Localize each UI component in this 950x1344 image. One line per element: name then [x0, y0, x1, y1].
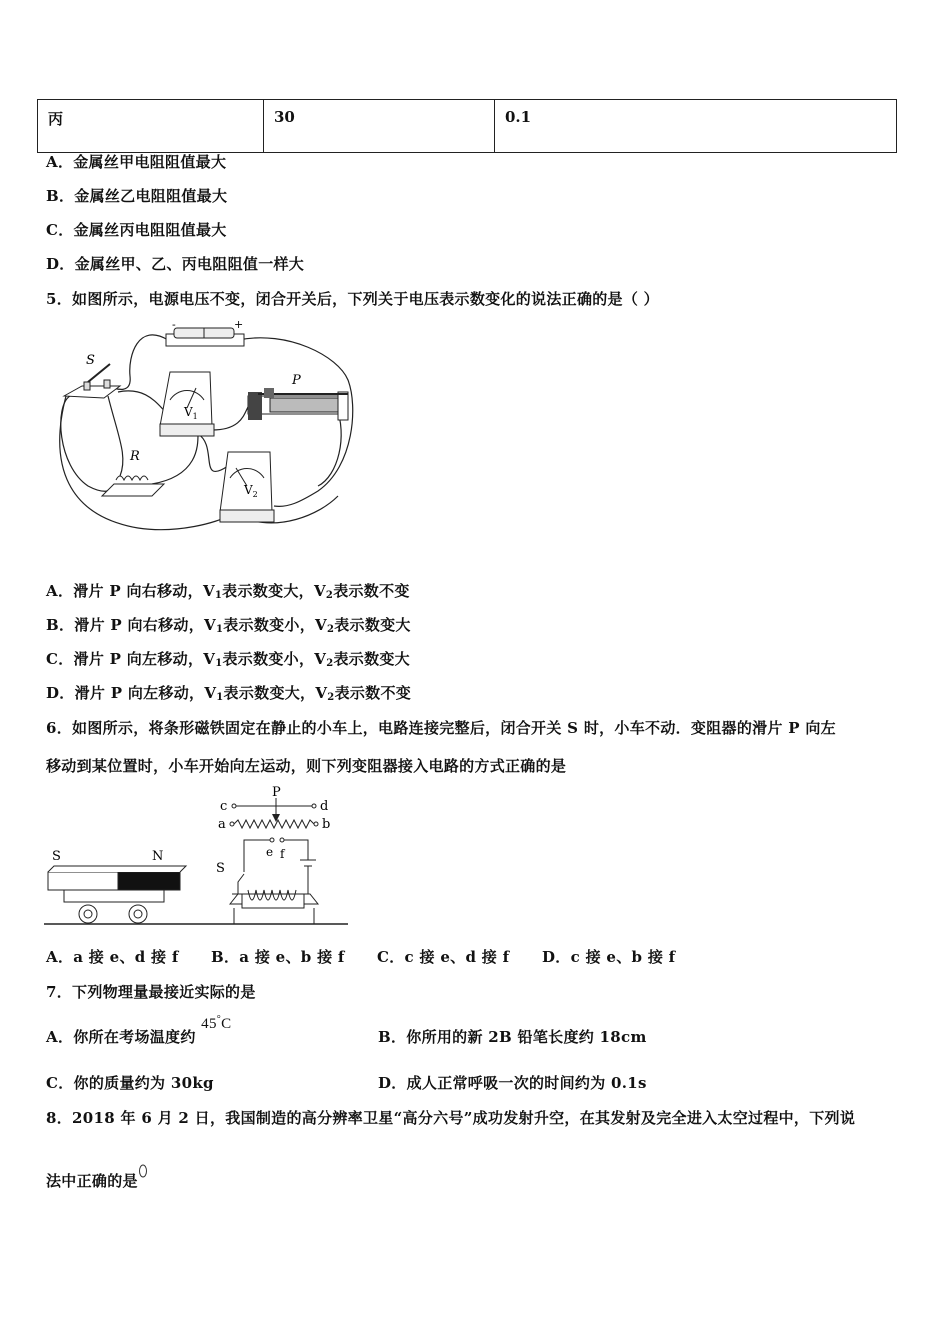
- voltmeter-v1-icon: [160, 372, 214, 436]
- q5-option-b: B．滑片 P 向右移动，$V_1$表示数变小，$V_2$表示数变大: [46, 616, 411, 635]
- resistor-label: R: [130, 449, 140, 464]
- bar-magnet-icon: [48, 849, 186, 890]
- terminal-b-label: b: [322, 817, 331, 832]
- terminal-c-label: c: [220, 799, 228, 814]
- v2-label: $V_2$: [244, 483, 258, 499]
- battery-minus-label: -: [172, 318, 176, 331]
- q5-option-d: D．滑片 P 向左移动，$V_1$表示数变大，$V_2$表示数不变: [46, 684, 412, 703]
- temperature-value: 45°C: [201, 1014, 232, 1032]
- q4-option-b: B．金属丝乙电阻阻值最大: [46, 187, 228, 205]
- q6-stem-line2: 移动到某位置时，小车开始向左运动，则下列变阻器接入电路的方式正确的是: [46, 757, 567, 775]
- q6-stem-line1: 6．如图所示，将条形磁铁固定在静止的小车上，电路连接完整后，闭合开关 S 时，小车不动．变阻器的滑片 P 向左: [46, 719, 836, 737]
- battery-icon: [166, 318, 244, 346]
- rheostat-symbol: [218, 785, 330, 832]
- table-cell: 丙: [38, 100, 264, 153]
- switch-s-label: S: [216, 861, 225, 876]
- data-table: [37, 99, 897, 153]
- terminal-a-label: a: [218, 817, 226, 832]
- switch-label: S: [86, 353, 95, 368]
- n-pole-label: N: [152, 849, 164, 864]
- q6-option-a: A．a 接 e、d 接 f: [46, 948, 179, 966]
- table-cell: 30: [264, 100, 495, 153]
- coil-icon: [230, 890, 318, 924]
- slider-label: P: [292, 373, 301, 388]
- slider-p-label: P: [272, 785, 281, 800]
- q7-option-c: C．你的质量约为 30kg: [46, 1074, 214, 1092]
- terminal-d-label: d: [320, 799, 329, 814]
- table-cell: 0.1: [495, 100, 897, 153]
- q7-stem: 7．下列物理量最接近实际的是: [46, 983, 256, 1001]
- terminal-e-label: e: [266, 845, 274, 859]
- q5-stem: 5．如图所示，电源电压不变，闭合开关后，下列关于电压表示数变化的说法正确的是（ ）: [46, 290, 659, 308]
- q7-option-a: A．你所在考场温度约 45°C: [46, 1014, 232, 1046]
- circuit-diagram: [48, 316, 368, 548]
- q6-option-b: B．a 接 e、b 接 f: [211, 948, 345, 966]
- q7-option-b: B．你所用的新 2B 铅笔长度约 18cm: [378, 1028, 647, 1046]
- q7-option-d: D．成人正常呼吸一次的时间约为 0.1s: [378, 1074, 647, 1092]
- q4-option-d: D．金属丝甲、乙、丙电阻阻值一样大: [46, 255, 305, 273]
- v1-label: $V_1$: [184, 405, 198, 421]
- q5-option-a: A．滑片 P 向右移动，$V_1$表示数变大，$V_2$表示数不变: [46, 582, 410, 601]
- q6-option-c: C．c 接 e、d 接 f: [377, 948, 510, 966]
- rheostat-icon: [248, 373, 348, 420]
- blank-paren-icon: [138, 1164, 148, 1178]
- q8-stem-line2: 法中正确的是: [46, 1170, 148, 1191]
- table-row: [38, 100, 897, 153]
- battery-plus-label: +: [234, 318, 244, 331]
- q4-option-a: A．金属丝甲电阻阻值最大: [46, 153, 227, 171]
- cart-icon: [64, 890, 164, 923]
- terminal-f-label: f: [280, 847, 285, 861]
- resistor-icon: [102, 449, 164, 496]
- voltmeter-v2-icon: [220, 452, 274, 522]
- s-pole-label: S: [52, 849, 61, 864]
- q8-stem-line1: 8．2018 年 6 月 2 日，我国制造的高分辨率卫星“高分六号”成功发射升空，在其发射及完全进入太空过程中，下列说: [46, 1109, 856, 1127]
- q5-option-c: C．滑片 P 向左移动，$V_1$表示数变小，$V_2$表示数变大: [46, 650, 410, 669]
- magnet-cart-diagram: [44, 782, 364, 932]
- q6-option-d: D．c 接 e、b 接 f: [542, 948, 676, 966]
- q4-option-c: C．金属丝丙电阻阻值最大: [46, 221, 227, 239]
- switch-icon: [64, 353, 120, 398]
